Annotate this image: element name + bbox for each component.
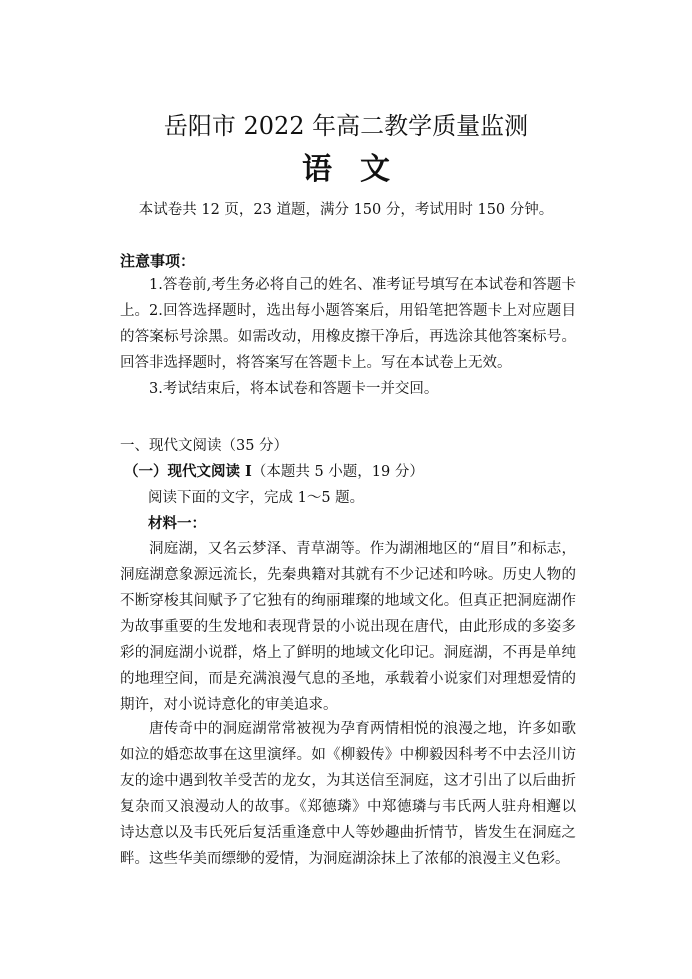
section-heading: 一、现代文阅读（35 分）	[120, 438, 289, 454]
subject-title: 语文	[302, 152, 418, 187]
subsection-heading	[124, 460, 424, 481]
subsection-note: （本题共 5 小题，19 分）	[251, 464, 424, 480]
body-paragraph: 唐传奇中的洞庭湖常常被视为孕育两情相悦的浪漫之地，许多如歌如泣的婚恋故事在这里演绎。如《柳毅传》中柳毅因科考不中去泾川访友的途中遇到牧羊受苦的龙女，为其送信至洞庭，这才引出了以后曲折复杂而又浪漫动人的故事。《郑德璘》中郑德璘与韦氏两人驻舟相邂以诗达意以及韦氏死后复活重逢意中人等妙趣曲折情节，皆发生在洞庭之畔。这些华美而缥缈的爱情，为洞庭湖涂抹上了浓郁的浪漫主义色彩。	[120, 721, 576, 867]
exam-info: 本试卷共 12 页，23 道题，满分 150 分，考试用时 150 分钟。	[138, 202, 554, 218]
notice-item: 2.回答选择题时，选出每小题答案后，用铅笔把答题卡上对应题目的答案标号涂黑。如需改动，用橡皮擦干净后，再选涂其他答案标号。回答非选择题时，将答案写在答题卡上。写在本试卷上无效。	[120, 303, 576, 371]
subsection-title: （一）现代文阅读 I	[124, 463, 252, 480]
notice-item: 3.考试结束后，将本试卷和答题卡一并交回。	[149, 381, 439, 397]
body-paragraph: 洞庭湖，又名云梦泽、青草湖等。作为湖湘地区的“眉目”和标志，洞庭湖意象源远流长，先秦典籍对其就有不少记述和吟咏。历史人物的不断穿梭其间赋予了它独有的绚丽璀璨的地域文化。但真正把洞庭湖作为故事重要的生发地和表现背景的小说出现在唐代，由此形成的多姿多彩的洞庭湖小说群，烙上了鲜明的地域文化印记。洞庭湖，不再是单纯的地理空间，而是充满浪漫气息的圣地，承载着小说家们对理想爱情的期许，对小说诗意化的审美追求。	[120, 541, 576, 713]
material-label: 材料一：	[148, 515, 206, 532]
page-title: 岳阳市 2022 年高二教学质量监测	[163, 112, 529, 140]
reading-instruction: 阅读下面的文字，完成 1～5 题。	[148, 490, 365, 506]
notice-heading: 注意事项：	[120, 252, 196, 270]
notice-item: 1.答卷前,考生务必将自己的姓名、准考证号填写在本试卷和答题卡上。	[120, 277, 576, 319]
